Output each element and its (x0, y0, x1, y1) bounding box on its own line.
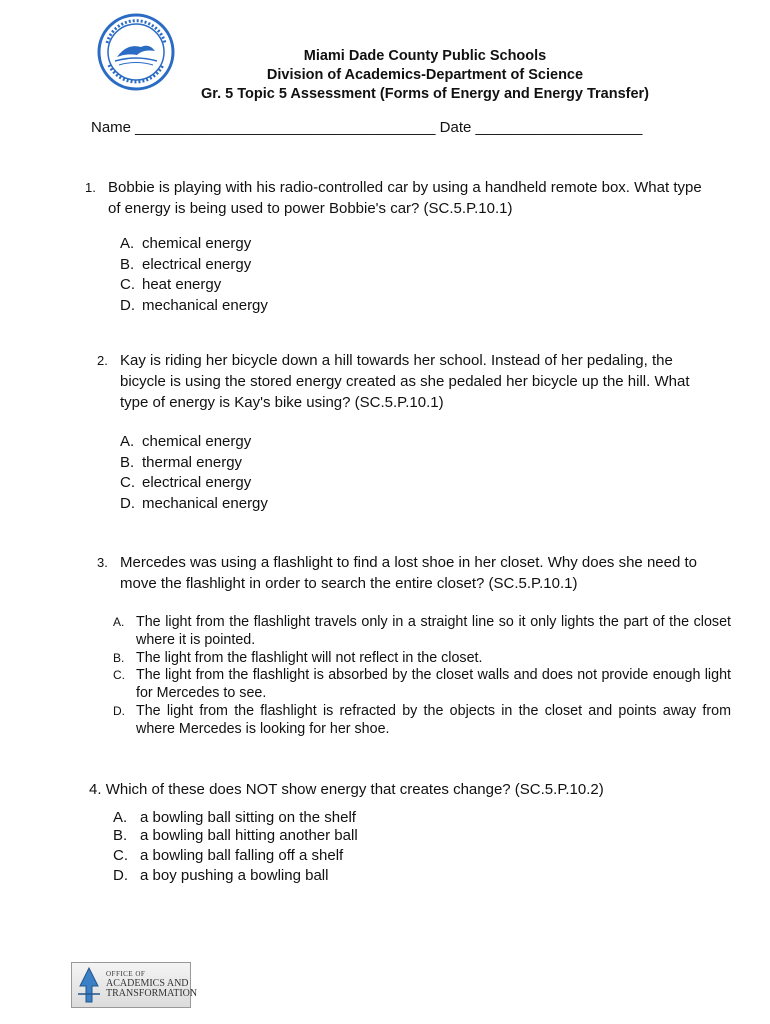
torch-icon (76, 966, 102, 1004)
option-d[interactable]: D. a boy pushing a bowling ball (113, 867, 329, 884)
option-a[interactable]: A. The light from the flashlight travels only in a straight line so it only lights the part of the closet where it is pointed. (113, 614, 731, 648)
option-d[interactable]: D. mechanical energy (120, 494, 268, 512)
option-d[interactable]: D. mechanical energy (120, 296, 268, 314)
question-number: 4. (89, 781, 102, 798)
option-c[interactable]: C. electrical energy (120, 474, 252, 491)
document-header (0, 47, 770, 104)
question-stem: Kay is riding her bicycle down a hill towards her school. Instead of her pedaling, the bicycle is using the stored energy created as she pedaled her bicycle up the hill. What type of energy is Kay's bike using? (SC.5.P.10.1) (120, 352, 690, 411)
option-c[interactable]: C. heat energy (120, 276, 222, 293)
option-a[interactable]: A. chemical energy (120, 235, 252, 252)
question-stem: Which of these does NOT show energy that creates change? (SC.5.P.10.2) (105, 781, 604, 798)
question-number: 3. (97, 555, 108, 570)
option-c[interactable]: C. a bowling ball falling off a shelf (113, 847, 344, 864)
question-number: 2. (97, 353, 108, 368)
option-b[interactable]: B. thermal energy (120, 453, 243, 471)
option-b[interactable]: B. The light from the flashlight will not reflect in the closet. (113, 649, 483, 666)
question-number: 1. (85, 180, 96, 195)
header-division: Division of Academics-Department of Science (266, 67, 584, 83)
name-date-row: Name ____________________________________ Date ____________________ (91, 119, 643, 136)
question-2 (97, 350, 717, 413)
question-stem: Bobbie is playing with his radio-controlled car by using a handheld remote box. What type of energy is being used to power Bobbie's car? (SC.5.P.10.1) (108, 179, 702, 217)
question-stem: Mercedes was using a flashlight to find a lost shoe in her closet. Why does she need to move the flashlight in order to search the entire closet? (SC.5.P.10.1) (120, 554, 697, 592)
office-of-academics-logo: OFFICE OF ACADEMICS AND TRANSFORMATION (71, 962, 191, 1008)
question-1-options (120, 234, 268, 316)
option-d[interactable]: D. The light from the flashlight is refracted by the objects in the closet and points away from where Mercedes is looking for her shoe. (113, 702, 731, 737)
header-assessment-title: Gr. 5 Topic 5 Assessment (Forms of Energy and Energy Transfer) (200, 86, 650, 102)
question-4 (89, 779, 729, 800)
header-district: Miami Dade County Public Schools (303, 48, 547, 64)
question-3 (97, 552, 717, 594)
option-c[interactable]: C. The light from the flashlight is absorbed by the closet walls and does not provide enough light for Mercedes to see. (113, 667, 731, 702)
option-a[interactable]: A. a bowling ball sitting on the shelf (113, 809, 356, 826)
question-2-options (120, 432, 268, 514)
question-3-options (113, 614, 731, 739)
option-b[interactable]: B. a bowling ball hitting another ball (113, 827, 358, 844)
option-b[interactable]: B. electrical energy (120, 255, 252, 273)
question-4-options (113, 810, 358, 886)
option-a[interactable]: A. chemical energy (120, 433, 252, 450)
question-1 (85, 177, 725, 219)
